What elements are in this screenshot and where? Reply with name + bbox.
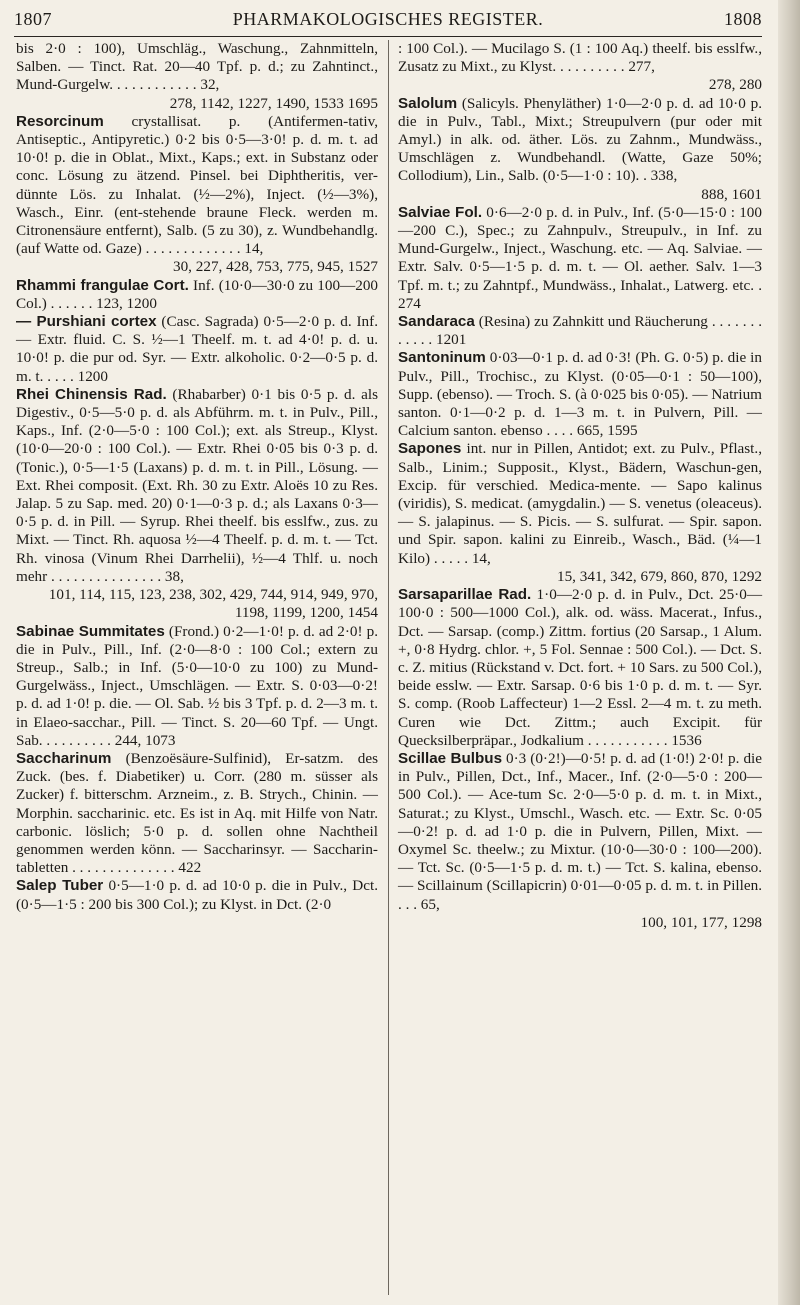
entry-headword: Salep Tuber bbox=[16, 877, 104, 895]
entry-headword: Resorcinum bbox=[16, 112, 104, 130]
entry-text: 0·3 (0·2!)—0·5! p. d. ad (1·0!) 2·0! p. die in Pulv., Pillen, Dct., Inf., Macer., Inf. (2·0—5·0 : 200—500 Col.). — Ace-tum Sc. 2·0—5·0 p. d. m. t. in Mixt., Saturat.; zu Klyst., Umschl., Wasch. etc. — Extr. Sc. 0·05—0·2! p. d. ad 1·0 p. die in Pulvern, Pillen, Mixt. — Oxymel Sc. theelw.; zu Mixtur. (10·0—30·0 : 100—200). — Tct. Sc. (0·5—1·5 p. d. m. t.) — Tct. S. kalina, ebenso. — Scillainum (Scillapicrin) 0·01—0·05 p. d. m. t. in Pillen. . . . 65, bbox=[398, 749, 762, 913]
entry-text: int. nur in Pillen, Antidot; ext. zu Pulv., Pflast., Salb., Linim.; Supposit., Klyst., Bädern, Waschun-gen, Excip. für verschied. Medica-mente. — Sapo kalinus (viridis), S. medicat. (amygdalin.) — S. venetus (oleaceus). — S. jalapinus. — S. Picis. — S. sulfurat. — Spir. sapon. und Spir. sapon. kalini zu Einreib., Wasch., Bäd. (¼—1 Kilo) . . . . . 14, bbox=[398, 440, 762, 567]
right-column bbox=[398, 40, 762, 932]
entry-pages: 888, 1601 bbox=[701, 185, 762, 203]
entry-headword: Sabinae Summitates bbox=[16, 622, 165, 640]
entry-pages: 30, 227, 428, 753, 775, 945, 1527 bbox=[172, 258, 378, 276]
running-title: PHARMAKOLOGISCHES REGISTER. bbox=[232, 8, 544, 29]
register-entry bbox=[398, 440, 762, 586]
entry-headword: Rhammi frangulae Cort. bbox=[16, 276, 189, 294]
entry-pages: 278, 280 bbox=[708, 76, 762, 94]
register-entry bbox=[16, 40, 378, 113]
entry-text: (Frond.) 0·2—1·0! p. d. ad 2·0! p. die in Pulv., Pill., Inf. (2·0—8·0 : 100 Col.; extern zu Streup., Salb.; in Inf. (5·0—10·0 zu 100) zu Mund-Gurgelwäss., Inject., Umschlägen. — Extr. S. 0·03—0·2! p. d. ad 1·0! p. die. — Ol. Sab. ½ bis 3 Tpf. p. d. 2—3 m. t. in Elaeo-sacchar., Pill. — Tinct. S. 20—60 Tpf. — Ungt. Sab. . . . . . . . . . 244, 1073 bbox=[16, 622, 378, 749]
entry-headword: Rhei Chinensis Rad. bbox=[16, 385, 167, 403]
entry-text: (Rhabarber) 0·1 bis 0·5 p. d. als Digestiv., 0·5—5·0 p. d. als Abführm. m. t. in Pulv., Pill., Kaps., Inf. (2·0—5·0 : 100 Col.); ext. als Streup., Klyst. (10·0—20·0 : 100 Col.). — Extr. Rhei 0·05 bis 0·3 p. d. (Tonic.), 0·5—1·5 (Laxans) p. d. m. t. in Pill., Lösung. — Ext. Rhei composit. (Ext. Rh. 30 zu Extr. Aloës 10 zu Res. Jalap. 5 zu Sap. med. 20) 0·1—0·3 p. d.; als Laxans 0·3—0·5 p. d. in Pill. — Syrup. Rhei theelf. bis esslfw., zus. zu Mixt. — Tinct. Rh. aquosa ½—4 Theelf. p. d. m. t. — Tct. Rh. vinosa (Vinum Rhei Darrhelii), ½—4 Thlf. u. noch mehr . . . . . . . . . . . . . . . 38, bbox=[16, 385, 379, 585]
entry-text: : 100 Col.). — Mucilago S. (1 : 100 Aq.) theelf. bis esslfw., Zusatz zu Mixt., zu Klyst. . . . . . . . . . 277, bbox=[398, 40, 762, 76]
left-page-number: 1807 bbox=[14, 8, 52, 29]
entry-text: 0·03—0·1 p. d. ad 0·3! (Ph. G. 0·5) p. die in Pulv., Pill., Trochisc., zu Klyst. (0·05—0·1 : 50—100), Supp. (ebenso). — Troch. S. (à 0·025 bis 0·05). — Natrium santon. 0·1—0·2 p. d. 1—3 m. t. in Pulvern, Pill. — Calcium santon. ebenso . . . . 665, 1595 bbox=[398, 349, 762, 440]
register-entry bbox=[398, 313, 762, 349]
entry-headword: Salolum bbox=[398, 94, 458, 112]
entry-headword: Sapones bbox=[398, 440, 462, 458]
register-entry bbox=[16, 750, 378, 877]
entry-headword: Salviae Fol. bbox=[398, 203, 483, 221]
entry-text: 1·0—2·0 p. d. in Pulv., Dct. 25·0—100·0 : 500—1000 Col.), alk. od. wäss. Macerat., Infus., Dct. — Sarsap. (comp.) Zittm. fortius (20 Sarsap., 1 Alum. +, 0·8 Hydrg. chlor. +, 5 Fol. Sennae : 500 Col.). — Dct. S. c. Z. mitius (Rückstand v. Dct. fort. + 10 Sars. zu 500 Col.), beide esslw. — Extr. Sarsap. 0·6 bis 1·0 p. d. m. t. — Syr. S. comp. (Roob Laffecteur) 1—2 Essl. 2—4 m. t. zu meth. Curen wie Dct. Zittm.; auch Excipit. für Quecksilberpräpar., Jodkalium . . . . . . . . . . . 1536 bbox=[398, 586, 763, 749]
entry-headword: Scillae Bulbus bbox=[398, 749, 503, 767]
entry-pages: 278, 1142, 1227, 1490, 1533 1695 bbox=[169, 94, 378, 112]
page-header bbox=[14, 6, 762, 32]
entry-text: Inf. (10·0—30·0 zu 100—200 Col.) . . . . . . 123, 1200 bbox=[16, 276, 379, 312]
book-spine-shadow bbox=[778, 0, 800, 1305]
entry-text: (Resina) zu Zahnkitt und Räucherung . . . . . . . . . . . . 1201 bbox=[398, 313, 762, 349]
entry-headword: Sandaraca bbox=[398, 313, 475, 331]
right-page-number: 1808 bbox=[724, 8, 762, 29]
entry-text: crystallisat. p. (Antifermen-tativ, Antiseptic., Antipyretic.) 0·2 bis 0·5—3·0! p. d. m. t. ad 10·0! p. die in Oblat., Mixt., Kaps.; ext. in Substanz oder conc. Lösung zu ätzend. Pinsel. bei Diphtheritis, ver-dünnte Lös. zu Inhalat. (½—2%), Inject. (½—3%), Wasch., Einr. (ent-stehende braune Fleck. werden m. Citronensäure entfernt), Salb. (5 zu 30), z. Wundbehandlg. (auf Watte od. Gaze) . . . . . . . . . . . . . 14, bbox=[16, 112, 378, 258]
entry-text: (Benzoësäure-Sulfinid), Er-satzm. des Zuck. (bes. f. Diabetiker) u. Corr. (280 m. süsser als Zucker) f. bitterschm. Arzneim., z. B. Strych., Chinin. — Morphin. saccharinic. etc. Es ist in Aq. mit Hilfe von Natr. carbonic. löslich; 5·0 p. d. sollen ohne Nachtheil genommen werden könn. — Saccharinsyr. — Saccharin-tabletten . . . . . . . . . . . . . . 422 bbox=[16, 749, 378, 877]
entry-text: (Casc. Sagrada) 0·5—2·0 p. d. Inf. — Extr. fluid. C. S. ½—1 Theelf. m. t. ad 4·0! p. d. u. 10·0! p. die pur od. Syr. — Extr. alkoholic. 0·2—0·5 p. d. m. t. . . . . 1200 bbox=[16, 313, 378, 385]
register-entry bbox=[16, 313, 378, 386]
register-entry bbox=[16, 277, 378, 313]
register-entry bbox=[398, 204, 762, 313]
register-entry bbox=[16, 113, 378, 277]
register-entry bbox=[16, 623, 378, 750]
entry-headword: Sarsaparillae Rad. bbox=[398, 586, 532, 604]
register-entry bbox=[398, 95, 762, 204]
entry-headword: — Purshiani cortex bbox=[16, 313, 157, 331]
entry-pages: 15, 341, 342, 679, 860, 870, 1292 bbox=[556, 567, 762, 585]
register-entry bbox=[16, 877, 378, 913]
entry-text: (Salicyls. Phenyläther) 1·0—2·0 p. d. ad 10·0 p. die in Pulv., Tabl., Mixt.; Streupulvern (pur oder mit Amyl.) in alk. od. äther. Lös. zu Zahnm., Mundwäss., Umschlägen z. Wundbehandl. (Watte, Gaze 50%; Collodium), Lin., Salb. (0·5—1·0 : 10). . 338, bbox=[398, 94, 762, 185]
entry-pages: 100, 101, 177, 1298 bbox=[640, 913, 762, 931]
entry-text: bis 2·0 : 100), Umschläg., Waschung., Zahnmitteln, Salben. — Tinct. Rat. 20—40 Tpf. p. d.; zu Zahntinct., Mund-Gurgelw. . . . . . . . . . . . 32, bbox=[16, 40, 378, 94]
register-entry bbox=[398, 349, 762, 440]
header-rule bbox=[14, 36, 762, 37]
register-entry bbox=[398, 586, 762, 750]
entry-pages: 101, 114, 115, 123, 238, 302, 429, 744, 914, 949, 970, 1198, 1199, 1200, 1454 bbox=[48, 586, 378, 622]
left-column bbox=[16, 40, 378, 914]
entry-headword: Saccharinum bbox=[16, 749, 112, 767]
entry-headword: Santoninum bbox=[398, 349, 486, 367]
register-entry bbox=[16, 386, 378, 623]
column-separator bbox=[388, 40, 389, 1295]
entry-text: 0·5—1·0 p. d. ad 10·0 p. die in Pulv., Dct. (0·5—1·5 : 200 bis 300 Col.); zu Klyst. in Dct. (2·0 bbox=[16, 877, 378, 913]
entry-text: 0·6—2·0 p. d. in Pulv., Inf. (5·0—15·0 : 100—200 C.), Spec.; zu Zahnpulv., Streupulv., in Inf. zu Mund-Gurgelw., Inject., Waschung. etc. — Aq. Salviae. — Extr. Salv. 0·5—1·5 p. d. m. t. — Ol. aether. Salv. 1—3 Tpf. m. t.; zu Zahntpf., Mundwäss., Inhalat., Latwerg. etc. . 274 bbox=[398, 203, 762, 312]
register-entry bbox=[398, 40, 762, 95]
register-entry bbox=[398, 750, 762, 932]
